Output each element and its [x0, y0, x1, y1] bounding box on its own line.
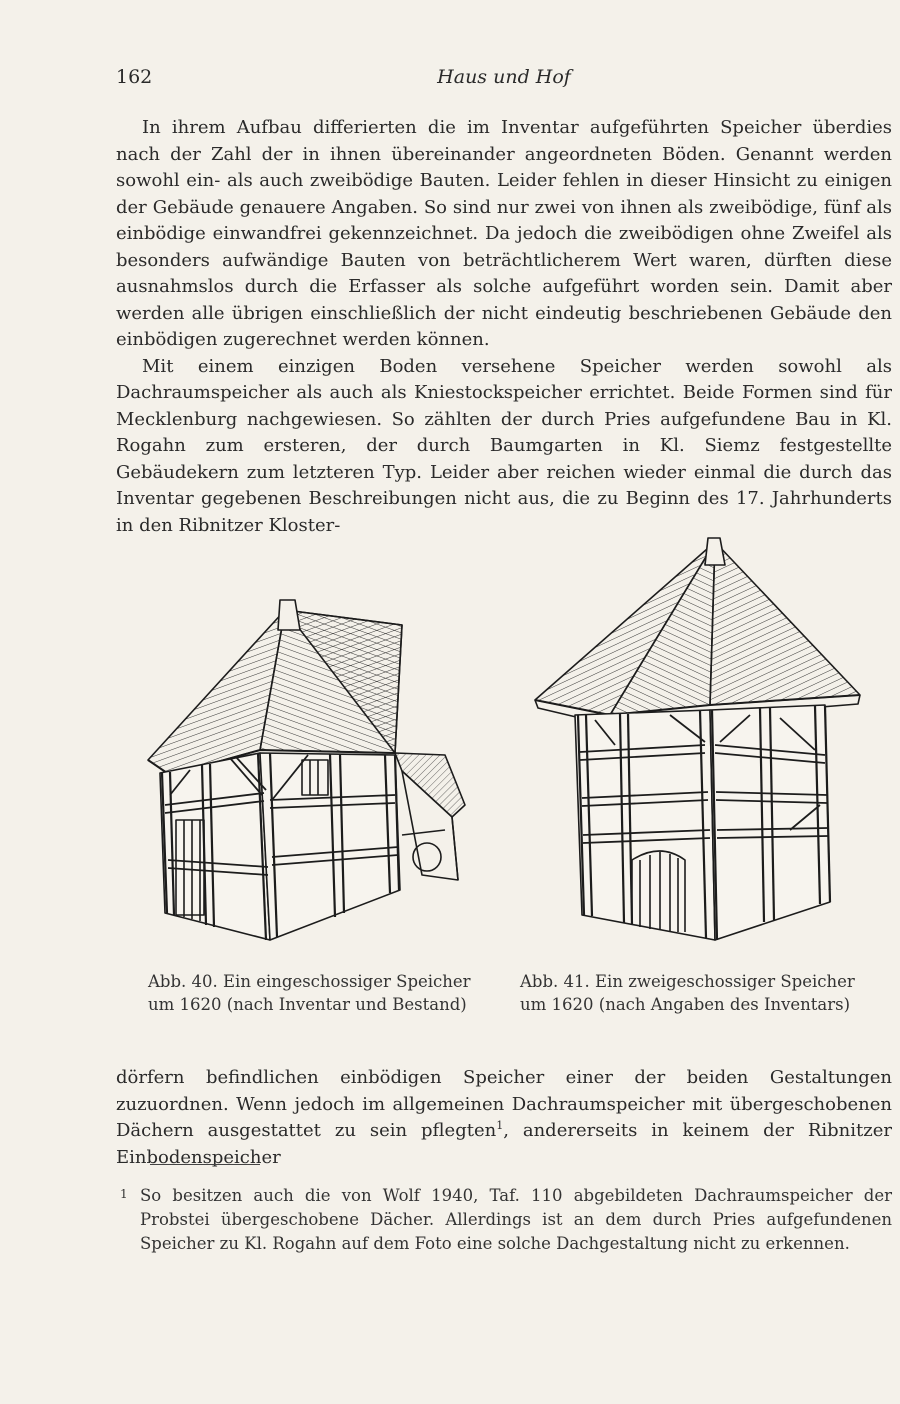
body-text-top [116, 115, 892, 539]
body-text-bottom [116, 1065, 892, 1171]
figure-40-caption [148, 970, 478, 1016]
figure-41-illustration [520, 530, 870, 950]
figure-41-caption [520, 970, 870, 1016]
paragraph [116, 1065, 892, 1171]
footnote-text: So besitzen auch die von Wolf 1940, Taf. 110 abgebildeten Dachraumspeicher der Probstei übergeschobene Dächer. Allerdings ist an dem durch Pries aufgefundenen Speicher zu Kl. Rogahn auf dem Foto eine solche Dachgestaltung nicht zu erkennen. [140, 1186, 892, 1253]
footnote-divider [150, 1164, 260, 1165]
page-number: 162 [116, 66, 153, 88]
paragraph: Mit einem einzigen Boden versehene Speicher werden sowohl als Dachraumspeicher als auch als Kniestockspeicher errichtet. Beide Formen sind für Mecklenburg nachgewiesen. So zählten der durch Pries aufgefundene Bau in Kl. Rogahn zum ersteren, der durch Baumgarten in Kl. Siemz festgestellte Gebäudekern zum letzteren Typ. Leider aber reichen wieder einmal die durch das Inventar gegebenen Beschreibungen nicht aus, die zu Beginn des 17. Jahrhunderts in den Ribnitzer Kloster- [116, 355, 892, 536]
caption-line: um 1620 (nach Angaben des Inventars) [520, 995, 851, 1014]
caption-line: Abb. 40. Ein eingeschossiger Speicher [148, 972, 471, 991]
text-segment: dörfern befindlichen einbödigen Speicher einer der beiden Gestaltungen zuzuordnen. Wenn jedoch im allgemeinen Dachraumspeicher mit übergeschobenen Dächern ausgestattet zu sein pflegten [116, 1067, 892, 1141]
caption-line: um 1620 (nach Inventar und Bestand) [148, 995, 467, 1014]
footnote-reference[interactable]: 1 [496, 1119, 504, 1132]
footnote-marker: 1 [120, 1187, 128, 1201]
page-header [116, 66, 892, 96]
footnote [116, 1184, 892, 1256]
figure-40-illustration [140, 595, 480, 950]
caption-line: Abb. 41. Ein zweigeschossiger Speicher [520, 972, 855, 991]
paragraph: In ihrem Aufbau differierten die im Inventar aufgeführten Speicher überdies nach der Zahl der in ihnen übereinander angeordneten Böden. Genannt werden sowohl ein- als auch zweibödige Bauten. Leider fehlen in dieser Hinsicht zu einigen der Gebäude genauere Angaben. So sind nur zwei von ihnen als zweibödige, fünf als einbödige einwandfrei gekennzeichnet. Da jedoch die zweibödigen ohne Zweifel als besonders aufwändige Bauten von beträchtlicherem Wert waren, dürften diese ausnahmslos durch die Erfasser als solche aufgeführt worden sein. Damit aber werden alle übrigen einschließlich der nicht eindeutig beschriebenen Gebäude den einbödigen zugerechnet werden können. [116, 117, 892, 350]
running-title: Haus und Hof [437, 66, 571, 88]
text-segment: , andererseits in keinem der Ribnitzer Einbodenspeicher [116, 1120, 892, 1168]
